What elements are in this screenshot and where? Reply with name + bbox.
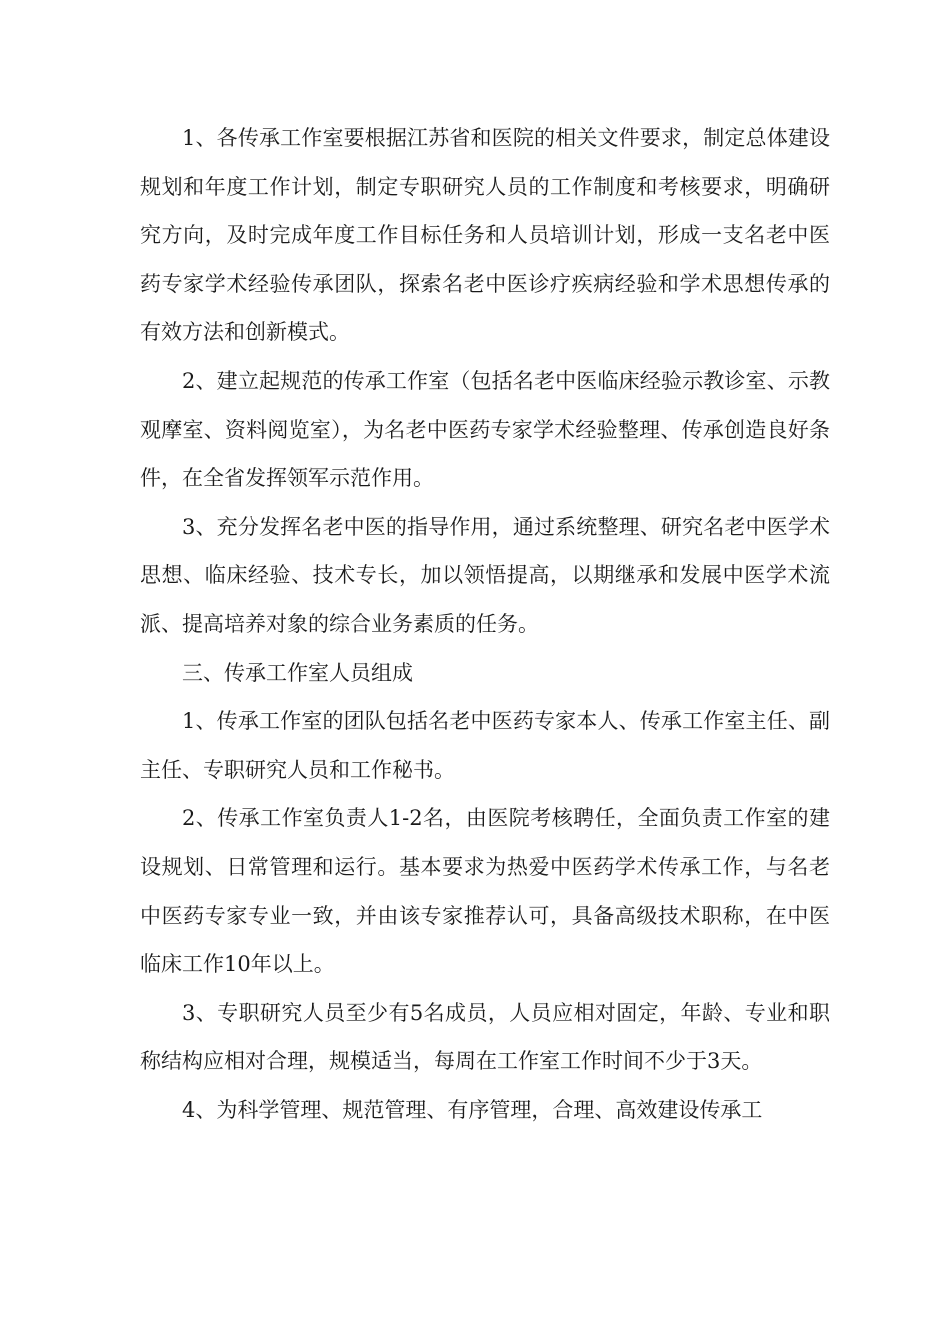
paragraph-6: 3、专职研究人员至少有5名成员，人员应相对固定，年龄、专业和职称结构应相对合理，规模适当，每周在工作室工作时间不少于3天。 [140, 1000, 830, 1074]
paragraph-4: 1、传承工作室的团队包括名老中医药专家本人、传承工作室主任、副主任、专职研究人员和工作秘书。 [140, 709, 830, 782]
paragraph-5: 2、传承工作室负责人1-2名，由医院考核聘任，全面负责工作室的建设规划、日常管理和运行。基本要求为热爱中医药学术传承工作，与名老中医药专家专业一致，并由该专家推荐认可，具备高级技术职称，在中医临床工作10年以上。 [140, 806, 830, 977]
paragraph-1: 1、各传承工作室要根据江苏省和医院的相关文件要求，制定总体建设规划和年度工作计划，制定专职研究人员的工作制度和考核要求，明确研究方向，及时完成年度工作目标任务和人员培训计划，形成一支名老中医药专家学术经验传承团队，探索名老中医诊疗疾病经验和学术思想传承的有效方法和创新模式。 [140, 126, 830, 345]
paragraph-2: 2、建立起规范的传承工作室（包括名老中医临床经验示教诊室、示教观摩室、资料阅览室），为名老中医药专家学术经验整理、传承创造良好条件，在全省发挥领军示范作用。 [140, 368, 830, 491]
section-heading: 三、传承工作室人员组成 [182, 660, 413, 685]
paragraph-3: 3、充分发挥名老中医的指导作用，通过系统整理、研究名老中医学术思想、临床经验、技术专长，加以领悟提高，以期继承和发展中医学术流派、提高培养对象的综合业务素质的任务。 [140, 514, 830, 636]
paragraph-7: 4、为科学管理、规范管理、有序管理，合理、高效建设传承工 [182, 1097, 763, 1122]
document-body [140, 114, 830, 1134]
